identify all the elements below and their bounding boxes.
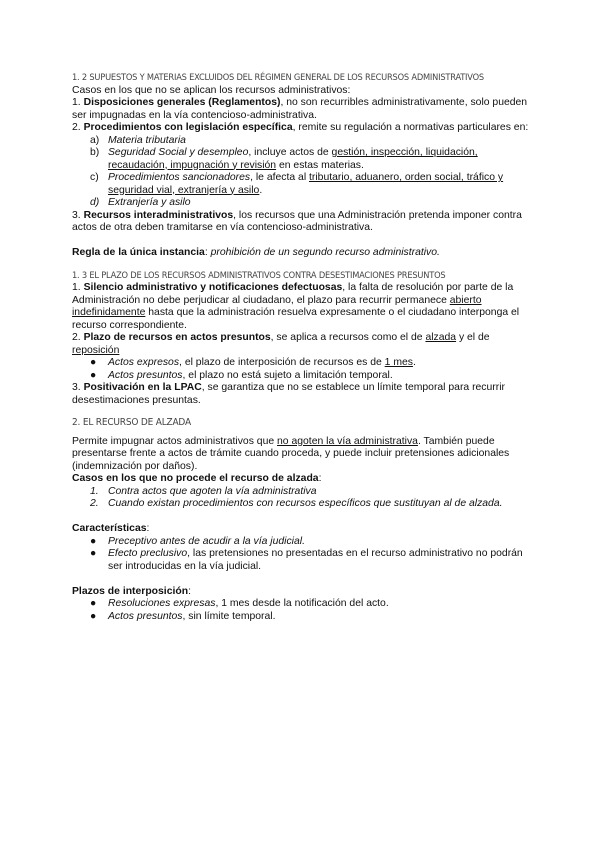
paragraph: 2. Plazo de recursos en actos presuntos, se aplica a recursos como el de alzada y el de reposición [72, 332, 490, 356]
numbered-list [72, 486, 532, 511]
paragraph: 1. Silencio administrativo y notificaciones defectuosas, la falta de resolución por parte de la Administración no debe perjudicar al ciudadano, el plazo para recurrir permanece abierto indefinidamente hasta que la administración resuelva expresamente o el ciudadano interponga el recurso correspondiente. [72, 282, 520, 331]
paragraph: Permite impugnar actos administrativos que no agoten la vía administrativa. También puede presentarse frente a actos de trámite cuando proceda, y puede incluir pretensiones adicionales (indemnización por daños). [72, 435, 510, 472]
list-item: d) Extranjería y asilo [90, 197, 191, 208]
bullet-list [72, 357, 532, 382]
list-item: a) Materia tributaria [90, 134, 186, 146]
list-item: 1. Contra actos que agoten la vía administrativa [90, 485, 317, 497]
list-item: ● Actos presuntos, sin límite temporal. [90, 610, 276, 622]
document-page [72, 72, 532, 623]
section-heading: 1. 2 SUPUESTOS Y MATERIAS EXCLUIDOS DEL RÉGIMEN GENERAL DE LOS RECURSOS ADMINISTRATIVOS [72, 72, 484, 83]
paragraph: 3. Positivación en la LPAC, se garantiza que no se establece un límite temporal para recurrir desestimaciones presuntas. [72, 382, 505, 406]
bullet-list [72, 598, 532, 623]
paragraph: Plazos de interposición: [72, 585, 191, 597]
section-heading: 2. EL RECURSO DE ALZADA [72, 417, 191, 428]
list-item: b) Seguridad Social y desempleo, incluye actos de gestión, inspección, liquidación, recaudación, impugnación y revisión en estas materias. [90, 147, 478, 171]
list-item: ● Efecto preclusivo, las pretensiones no presentadas en el recurso administrativo no podrán ser introducidas en la vía judicial. [90, 548, 523, 572]
list-item: ● Resoluciones expresas, 1 mes desde la notificación del acto. [90, 598, 389, 609]
lettered-list [72, 135, 532, 210]
list-item: ● Actos expresos, el plazo de interposición de recursos es de 1 mes. [90, 357, 416, 368]
paragraph: 3. Recursos interadministrativos, los recursos que una Administración pretenda imponer contra actos de otra deben tramitarse en vía contencioso-administrativa. [72, 209, 522, 233]
paragraph: 2. Procedimientos con legislación específica, remite su regulación a normativas particulares en: [72, 122, 529, 133]
list-item: c) Procedimientos sancionadores, le afecta al tributario, aduanero, orden social, tráfico y seguridad vial, extranjería y asilo. [90, 172, 504, 196]
section-heading: 1. 3 EL PLAZO DE LOS RECURSOS ADMINISTRATIVOS CONTRA DESESTIMACIONES PRESUNTOS [72, 269, 446, 281]
paragraph: Regla de la única instancia: prohibición de un segundo recurso administrativo. [72, 247, 440, 258]
bullet-list [72, 536, 532, 574]
paragraph: Casos en los que no se aplican los recursos administrativos: [72, 84, 351, 96]
paragraph: Características: [72, 523, 150, 534]
paragraph: Casos en los que no procede el recurso de alzada: [72, 473, 322, 484]
list-item: 2. Cuando existan procedimientos con recursos específicos que sustituyan al de alzada. [90, 498, 503, 509]
paragraph: 1. Disposiciones generales (Reglamentos), no son recurribles administrativamente, solo pueden ser impugnadas en la vía contencioso-administrativa. [72, 97, 528, 121]
list-item: ● Actos presuntos, el plazo no está sujeto a limitación temporal. [90, 369, 393, 381]
list-item: ● Preceptivo antes de acudir a la vía judicial. [90, 535, 305, 547]
